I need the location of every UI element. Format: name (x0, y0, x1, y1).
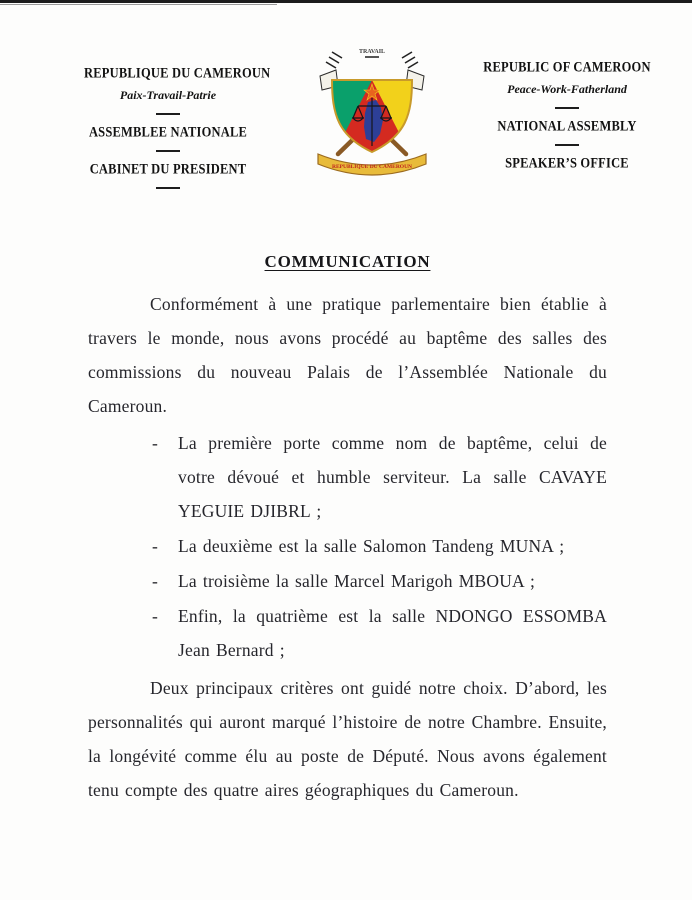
national-motto-fr: Paix-Travail-Patrie (119, 88, 217, 102)
letterhead-french-column (84, 64, 271, 199)
paragraph-intro: Conformément à une pratique parlementaire bien établie à travers le monde, nous avons procédé au baptême des salles des commissions du nouveau Palais de l’Assemblée Nationale du Cameroun. (88, 294, 607, 416)
list-item (88, 529, 607, 563)
letterhead (0, 0, 692, 252)
separator-dash (156, 113, 180, 115)
national-motto-en: Peace-Work-Fatherland (507, 82, 627, 96)
country-name-en: REPUBLIC OF CAMEROON (483, 58, 651, 75)
list-item (88, 599, 607, 667)
list-dash-marker: - (152, 606, 159, 626)
banner-text: REPUBLIQUE DU CAMEROUN (331, 164, 413, 170)
list-item-text: La troisième la salle Marcel Marigoh MBOUA ; (178, 571, 536, 591)
separator-dash (555, 144, 579, 146)
document-body (88, 252, 607, 807)
paragraph-criteria: Deux principaux critères ont guidé notre choix. D’abord, les personnalités qui auront marqué l’histoire de notre Chambre. Ensuite, la longévité comme élu au poste de Député. Nous avons également tenu compte des quatre aires géographiques du Cameroun. (88, 678, 607, 800)
institution-fr: ASSEMBLEE NATIONALE (88, 123, 248, 140)
separator-dash (156, 187, 180, 189)
cameroon-coat-of-arms-icon (302, 42, 442, 187)
list-dash-marker: - (152, 571, 159, 591)
office-fr: CABINET DU PRESIDENT (89, 160, 247, 177)
emblem-motto-text: TRAVAIL (358, 49, 386, 55)
list-item-text: La deuxième est la salle Salomon Tandeng MUNA ; (178, 536, 565, 556)
list-item (88, 426, 607, 528)
list-dash-marker: - (152, 433, 159, 453)
list-item-text: La première porte comme nom de baptême, celui de votre dévoué et humble serviteur. La salle CAVAYE YEGUIE DJIBRL ; (178, 433, 607, 521)
document-title: COMMUNICATION (264, 252, 431, 271)
separator-dash (156, 150, 180, 152)
office-en: SPEAKER’S OFFICE (505, 154, 629, 171)
list-dash-marker: - (152, 536, 159, 556)
list-item-text: Enfin, la quatrième est la salle NDONGO ESSOMBA Jean Bernard ; (178, 606, 607, 660)
country-name-fr: REPUBLIQUE DU CAMEROUN (84, 64, 271, 81)
separator-dash (555, 107, 579, 109)
list-item (88, 564, 607, 598)
room-name-list (88, 426, 607, 667)
institution-en: NATIONAL ASSEMBLY (497, 117, 637, 134)
letterhead-english-column (478, 60, 656, 171)
